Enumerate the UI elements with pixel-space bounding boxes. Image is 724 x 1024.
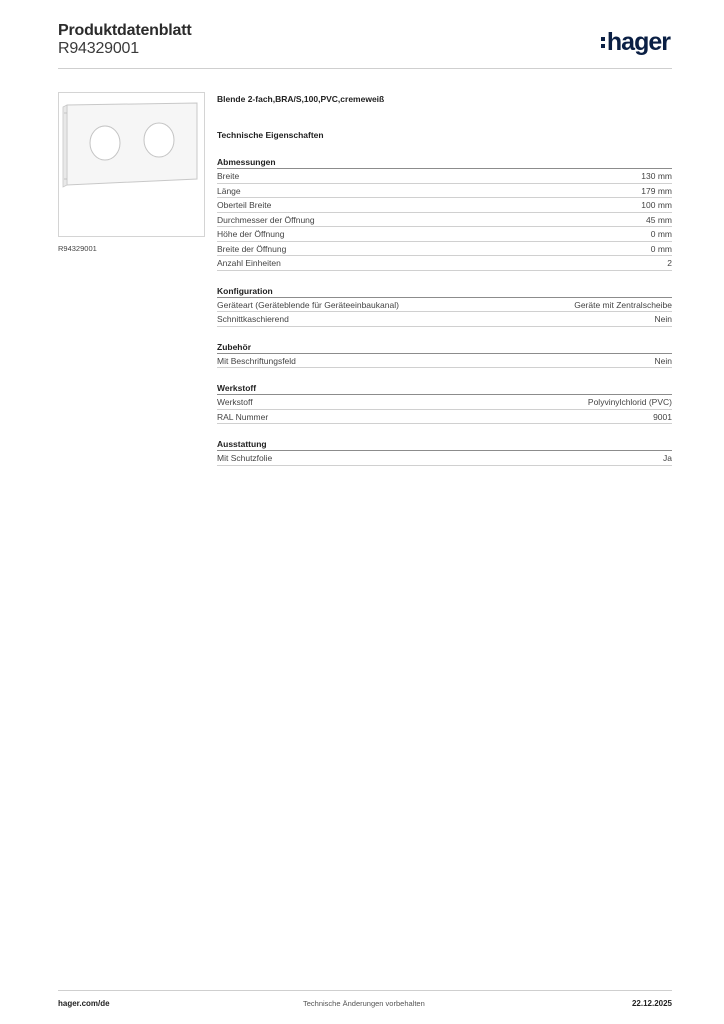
- property-value: 0 mm: [650, 229, 672, 239]
- property-row: [217, 227, 672, 242]
- header-divider: [58, 68, 672, 69]
- property-label: Breite der Öffnung: [217, 243, 287, 254]
- property-value: Nein: [654, 355, 672, 366]
- property-value: 2: [667, 258, 672, 268]
- property-label: Oberteil Breite: [217, 200, 272, 210]
- product-details: [217, 94, 672, 466]
- section-werkstoff: [217, 382, 672, 424]
- property-row: [217, 312, 672, 327]
- property-label: Breite: [217, 171, 240, 181]
- property-row: [217, 256, 672, 271]
- website-link[interactable]: hager.com/de: [58, 999, 110, 1008]
- property-row: [217, 298, 672, 313]
- product-image: [58, 92, 205, 237]
- property-value: 130 mm: [641, 171, 672, 181]
- property-value: Polyvinylchlorid (PVC): [587, 397, 672, 407]
- property-row: [217, 213, 672, 228]
- section-title: Abmessungen: [217, 156, 672, 169]
- property-row: [217, 198, 672, 213]
- section-title: Zubehör: [217, 341, 672, 354]
- property-row: [217, 451, 672, 466]
- property-label: Schnittkaschierend: [217, 314, 289, 324]
- property-label: Höhe der Öffnung: [217, 229, 285, 239]
- document-header: [58, 20, 672, 68]
- property-value: Geräte mit Zentralscheibe: [574, 299, 672, 310]
- logo-text: hager: [606, 27, 670, 56]
- property-label: Durchmesser der Öffnung: [217, 214, 315, 225]
- footer-notice: Technische Änderungen vorbehalten: [303, 999, 425, 1008]
- property-label: Mit Beschriftungsfeld: [217, 355, 296, 366]
- property-row: [217, 169, 672, 184]
- section-konfiguration: [217, 285, 672, 327]
- property-label: Anzahl Einheiten: [217, 258, 281, 268]
- property-label: RAL Nummer: [217, 411, 269, 422]
- property-label: Mit Schutzfolie: [217, 453, 273, 463]
- property-row: [217, 354, 672, 369]
- logo-dots-icon: [601, 37, 605, 48]
- article-number: R94329001: [58, 40, 139, 57]
- property-value: 9001: [653, 411, 672, 422]
- cover-plate-drawing: [59, 93, 204, 236]
- property-label: Werkstoff: [217, 397, 253, 407]
- property-value: Ja: [663, 453, 672, 463]
- property-row: [217, 184, 672, 199]
- property-value: 0 mm: [650, 243, 672, 254]
- section-ausstattung: [217, 438, 672, 466]
- property-row: [217, 242, 672, 257]
- property-value: 179 mm: [641, 185, 672, 196]
- section-title: Ausstattung: [217, 438, 672, 451]
- hager-logo: [601, 28, 670, 56]
- page-title: Produktdatenblatt: [58, 22, 192, 39]
- property-value: Nein: [654, 314, 672, 324]
- tech-properties-heading: Technische Eigenschaften: [217, 130, 324, 140]
- product-name: Blende 2-fach,BRA/S,100,PVC,cremeweiß: [217, 94, 385, 104]
- section-abmessungen: [217, 156, 672, 271]
- section-title: Werkstoff: [217, 382, 672, 395]
- footer-date: 22.12.2025: [631, 999, 672, 1008]
- footer-divider: [58, 990, 672, 991]
- property-value: 100 mm: [641, 200, 672, 210]
- property-label: Geräteart (Geräteblende für Geräteeinbaukanal): [217, 299, 399, 310]
- property-row: [217, 410, 672, 425]
- property-row: [217, 395, 672, 410]
- section-zubehoer: [217, 341, 672, 369]
- image-caption: R94329001: [58, 244, 97, 253]
- section-title: Konfiguration: [217, 285, 672, 298]
- property-value: 45 mm: [646, 214, 672, 225]
- property-label: Länge: [217, 185, 241, 196]
